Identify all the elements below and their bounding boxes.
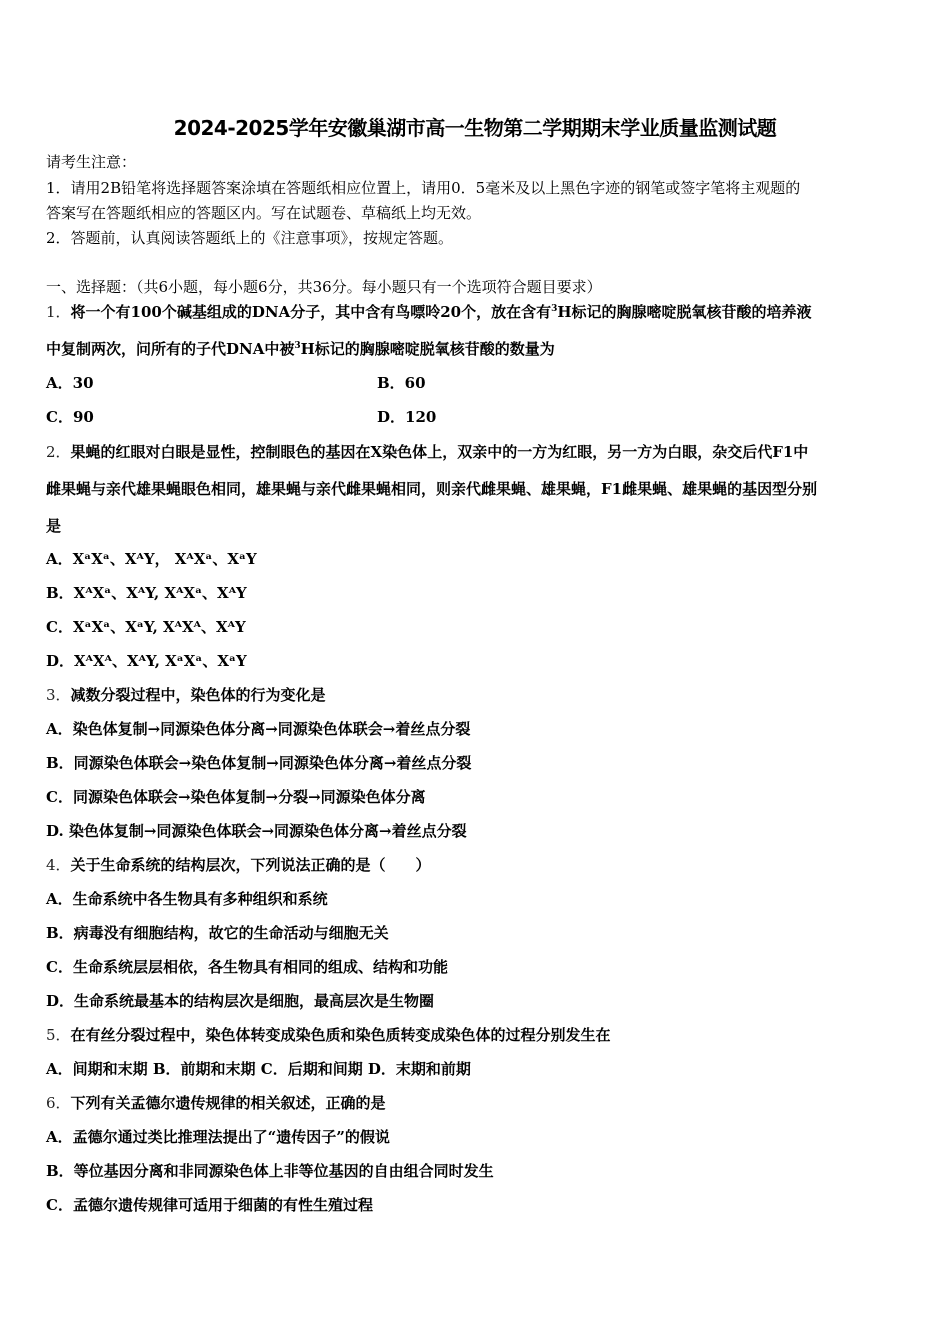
question-2-stem-cont: 雌果蝇与亲代雄果蝇眼色相同，雄果蝇与亲代雌果蝇相同，则亲代雌果蝇、雄果蝇，F1雌果蝇、雄果蝇的基因型分别 [46, 480, 818, 498]
section-heading: 一、选择题：（共6小题，每小题6分，共36分。每小题只有一个选项符合题目要求） [46, 278, 602, 296]
question-1-stem-cont: 中复制两次，问所有的子代DNA中被$^3$H标记的胸腺嘧啶脱氧核苷酸的数量为 [46, 340, 555, 358]
option-a: A．XᵃXᵃ、XᴬY， XᴬXᵃ、XᵃY [46, 550, 257, 568]
question-5-stem: 5．在有丝分裂过程中，染色体转变成染色质和染色质转变成染色体的过程分别发生在 [46, 1026, 611, 1044]
question-number: 5． [46, 1026, 71, 1044]
notice-heading: 请考生注意： [46, 153, 137, 171]
option-d: D．生命系统最基本的结构层次是细胞，最高层次是生物圈 [46, 992, 435, 1010]
page-title: 2024-2025学年安徽巢湖市高一生物第二学期期末学业质量监测试题 [173, 116, 777, 140]
question-6-stem: 6．下列有关孟德尔遗传规律的相关叙述，正确的是 [46, 1094, 386, 1112]
option-a: A．孟德尔通过类比推理法提出了“遗传因子”的假说 [46, 1128, 390, 1146]
option-b: B．等位基因分离和非同源染色体上非等位基因的自由组合同时发生 [46, 1162, 494, 1180]
option-c: C．XᵃXᵃ、XᵃY, XᴬXᴬ、XᴬY [46, 618, 246, 636]
option-d: D. 染色体复制→同源染色体联会→同源染色体分离→着丝点分裂 [46, 822, 467, 840]
question-number: 4． [46, 856, 71, 874]
option-a: A．30 [46, 374, 94, 392]
notice-item-1-cont: 答案写在答题纸相应的答题区内。写在试题卷、草稿纸上均无效。 [46, 204, 482, 222]
question-number: 1． [46, 303, 71, 321]
option-c: C．生命系统层层相依，各生物具有相同的组成、结构和功能 [46, 958, 448, 976]
question-2-stem-end: 是 [46, 517, 62, 535]
option-a: A．染色体复制→同源染色体分离→同源染色体联会→着丝点分裂 [46, 720, 471, 738]
question-number: 6． [46, 1094, 71, 1112]
notice-item-2: 2．答题前，认真阅读答题纸上的《注意事项》，按规定答题。 [46, 229, 454, 247]
question-2-stem: 2．果蝇的红眼对白眼是显性，控制眼色的基因在X染色体上，双亲中的一方为红眼，另一方为白眼，杂交后代F1中 [46, 443, 809, 461]
notice-item-1: 1．请用2B铅笔将选择题答案涂填在答题纸相应位置上，请用0．5毫米及以上黑色字迹的钢笔或签字笔将主观题的 [46, 179, 801, 197]
question-1-stem: 1．将一个有100个碱基组成的DNA分子，其中含有鸟嘌呤20个，放在含有$^3$H标记的胸腺嘧啶脱氧核苷酸的培养液 [46, 303, 812, 321]
option-b: B．60 [377, 374, 426, 392]
option-b: B．同源染色体联会→染色体复制→同源染色体分离→着丝点分裂 [46, 754, 472, 772]
option-d: D．XᴬXᴬ、XᴬY, XᵃXᵃ、XᵃY [46, 652, 247, 670]
option-b: B．病毒没有细胞结构，故它的生命活动与细胞无关 [46, 924, 389, 942]
option-d: D．120 [377, 408, 437, 426]
question-number: 3． [46, 686, 71, 704]
option-c: C．同源染色体联会→染色体复制→分裂→同源染色体分离 [46, 788, 426, 806]
question-3-stem: 3．减数分裂过程中，染色体的行为变化是 [46, 686, 326, 704]
option-c: C．孟德尔遗传规律可适用于细菌的有性生殖过程 [46, 1196, 373, 1214]
option-c: C．90 [46, 408, 94, 426]
question-4-stem: 4．关于生命系统的结构层次，下列说法正确的是（ ） [46, 856, 431, 874]
question-number: 2． [46, 443, 71, 461]
option-a: A．生命系统中各生物具有多种组织和系统 [46, 890, 328, 908]
option-b: B．XᴬXᵃ、XᴬY, XᴬXᵃ、XᴬY [46, 584, 247, 602]
options-row: A．间期和末期 B．前期和末期 C．后期和间期 D．末期和前期 [46, 1060, 471, 1078]
